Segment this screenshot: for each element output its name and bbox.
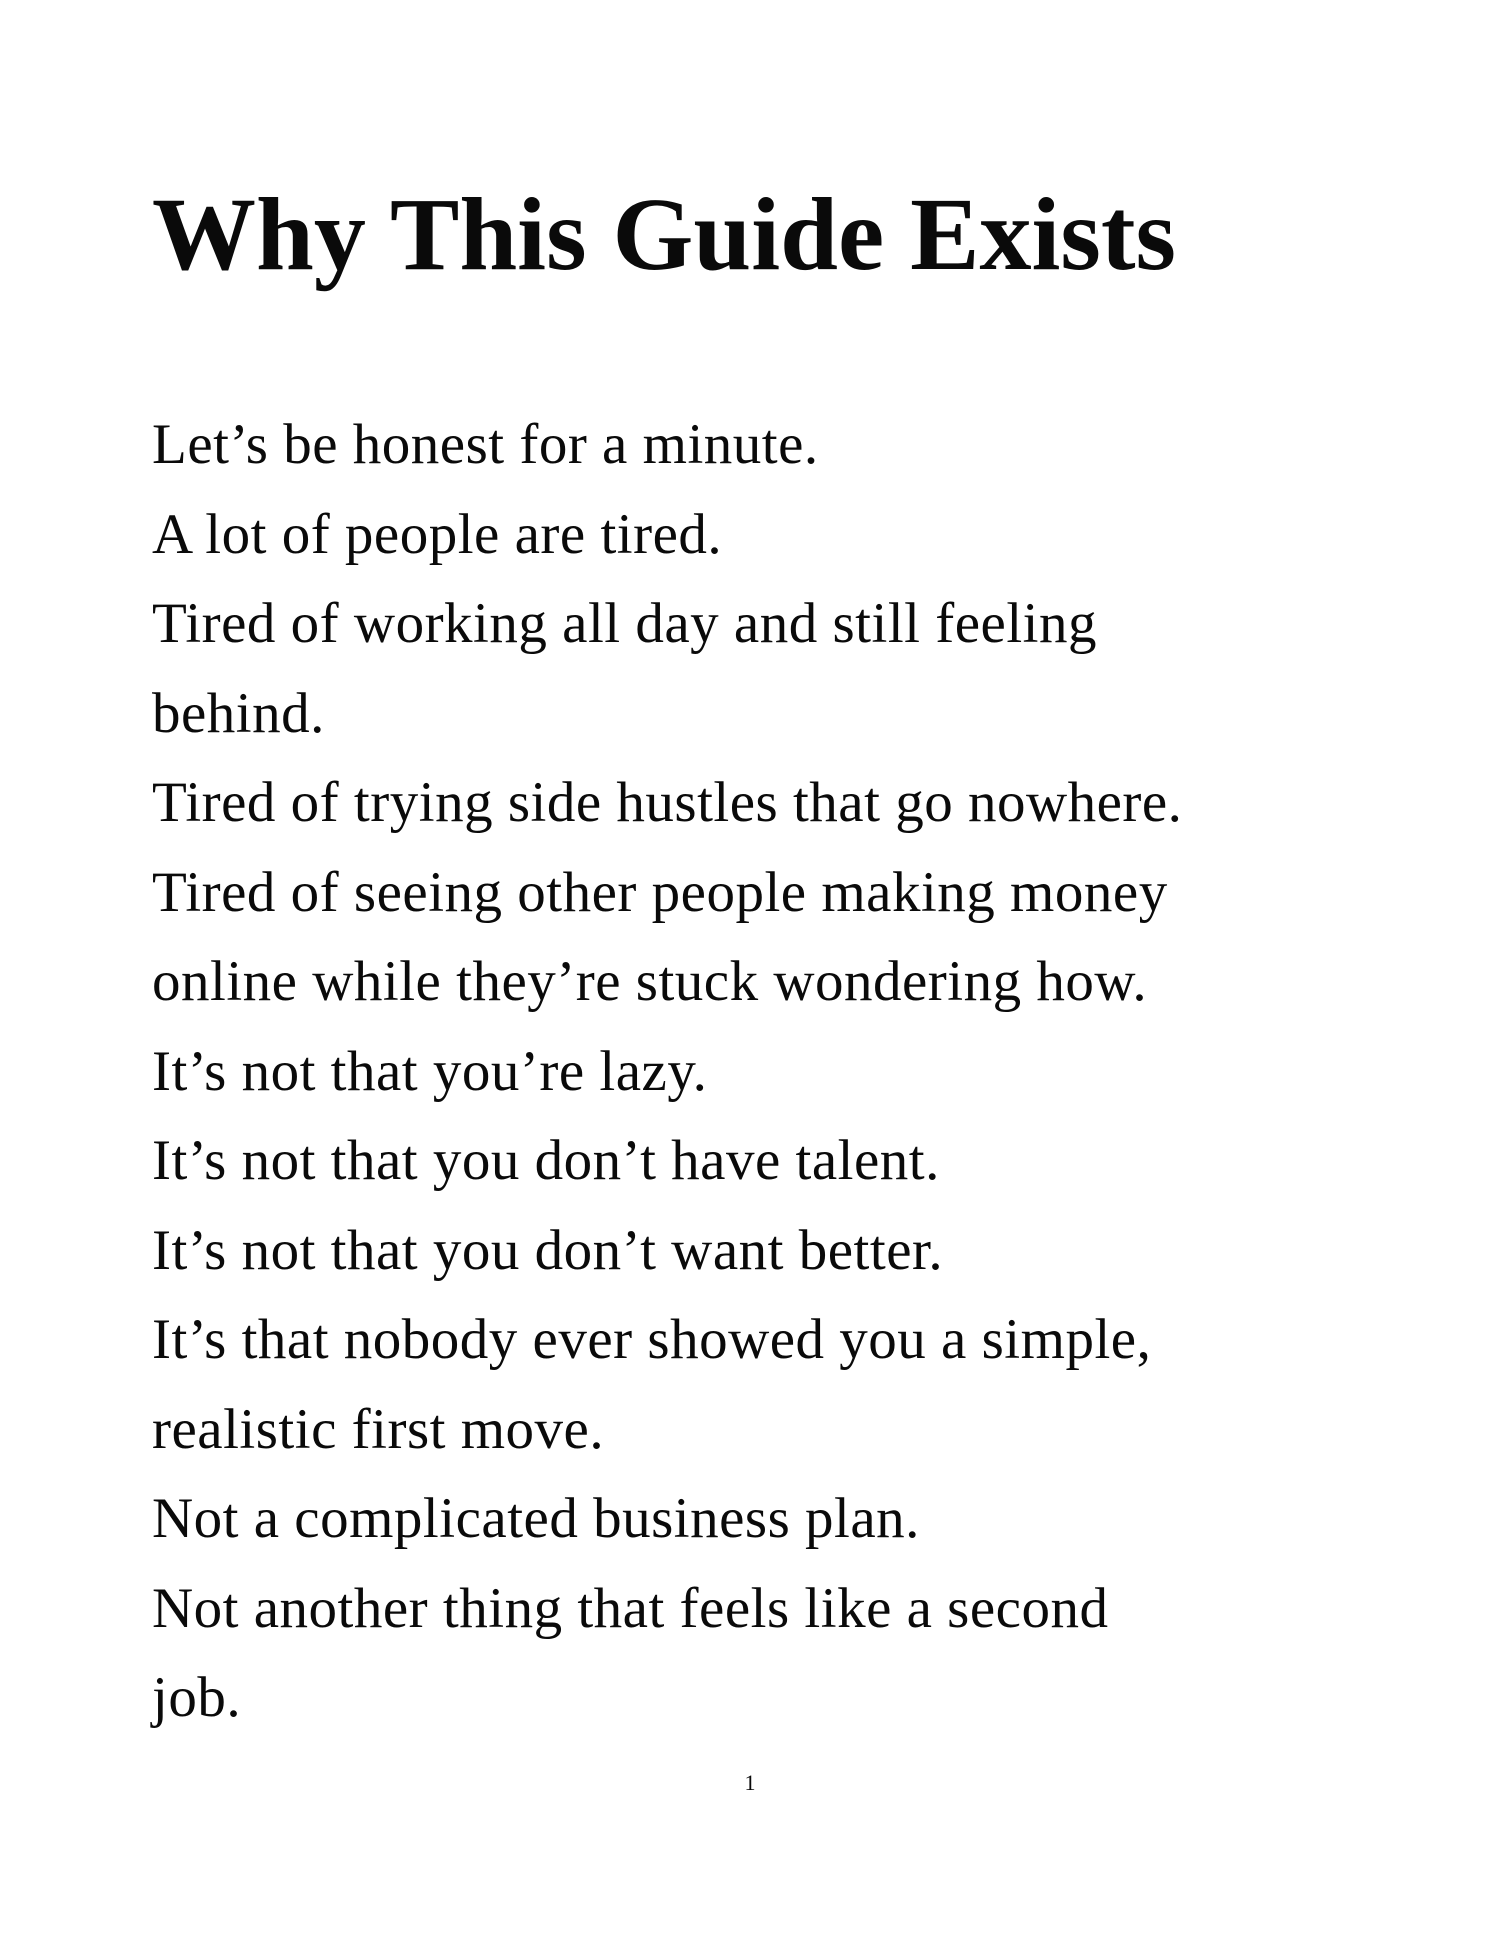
body-text bbox=[152, 400, 1392, 1743]
text-line: It’s not that you’re lazy. bbox=[152, 1039, 708, 1103]
text-line: A lot of people are tired. bbox=[152, 502, 723, 566]
text-line: Let’s be honest for a minute. bbox=[152, 413, 819, 476]
page-number: 1 bbox=[744, 1770, 756, 1795]
text-line: online while they’re stuck wondering how. bbox=[152, 950, 1148, 1013]
page-title: Why This Guide Exists bbox=[152, 177, 1177, 292]
text-line: Tired of working all day and still feeling bbox=[152, 592, 1097, 655]
text-line: It’s not that you don’t want better. bbox=[152, 1218, 944, 1282]
text-line: Tired of seeing other people making money bbox=[152, 860, 1168, 924]
text-line: Not another thing that feels like a second bbox=[152, 1576, 1109, 1640]
text-line: Tired of trying side hustles that go nowhere. bbox=[152, 771, 1183, 834]
text-line: It’s not that you don’t have talent. bbox=[152, 1129, 940, 1192]
text-line: It’s that nobody ever showed you a simple, bbox=[152, 1308, 1152, 1371]
text-line: Not a complicated business plan. bbox=[152, 1487, 920, 1550]
text-line: behind. bbox=[152, 681, 325, 745]
text-line: realistic first move. bbox=[152, 1397, 605, 1461]
text-line: job. bbox=[152, 1666, 242, 1729]
